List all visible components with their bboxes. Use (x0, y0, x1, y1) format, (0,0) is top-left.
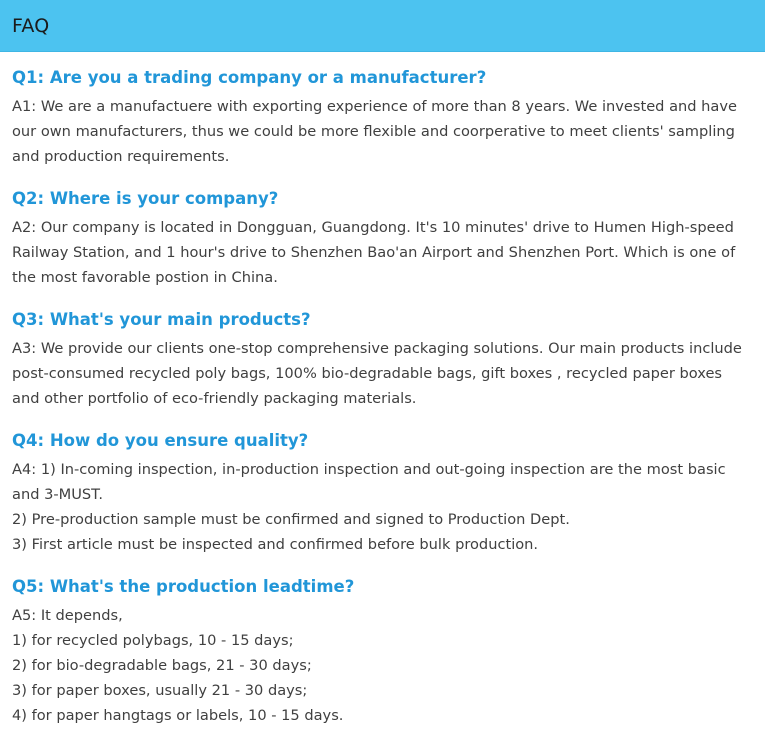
faq-item (12, 66, 749, 169)
faq-answer-line: 4) for paper hangtags or labels, 10 - 15 days. (12, 707, 344, 725)
faq-header-bar (0, 0, 765, 52)
faq-question: Q3: What's your main products? (12, 310, 311, 330)
faq-answer (12, 215, 749, 290)
faq-answer (12, 457, 749, 557)
faq-list (0, 52, 765, 728)
faq-answer-line: 3) for paper boxes, usually 21 - 30 days; (12, 682, 308, 700)
faq-question: Q1: Are you a trading company or a manufacturer? (12, 68, 487, 87)
faq-answer (12, 336, 749, 411)
faq-question: Q2: Where is your company? (12, 189, 279, 209)
faq-answer-line: 3) First article must be inspected and confirmed before bulk production. (12, 536, 539, 554)
page-title: FAQ (12, 14, 50, 37)
faq-answer-line: 2) Pre-production sample must be confirmed and signed to Production Dept. (12, 511, 570, 529)
faq-answer (12, 94, 749, 169)
faq-item (12, 429, 749, 557)
faq-answer-line: A2: Our company is located in Dongguan, Guangdong. It's 10 minutes' drive to Humen High-speed Railway Station, and 1 hour's drive to Shenzhen Bao'an Airport and Shenzhen Port. Which is one of the most favorable postion in China. (12, 218, 736, 286)
faq-item (12, 308, 749, 411)
faq-item (12, 187, 749, 290)
faq-question: Q5: What's the production leadtime? (12, 577, 355, 597)
faq-answer-line: A5: It depends, (12, 606, 123, 624)
faq-answer (12, 603, 749, 728)
faq-answer-line: 1) for recycled polybags, 10 - 15 days; (12, 632, 294, 650)
faq-answer-line: A1: We are a manufactuere with exporting experience of more than 8 years. We invested and have our own manufacturers, thus we could be more flexible and coorperative to meet clients' sampling and production requirements. (12, 97, 737, 165)
faq-answer-line: 2) for bio-degradable bags, 21 - 30 days; (12, 657, 312, 675)
faq-answer-line: A3: We provide our clients one-stop comprehensive packaging solutions. Our main products include post-consumed recycled poly bags, 100% bio-degradable bags, gift boxes , recycled paper boxes and other portfolio of eco-friendly packaging materials. (12, 339, 742, 407)
faq-item (12, 575, 749, 728)
faq-question: Q4: How do you ensure quality? (12, 431, 309, 451)
faq-answer-line: A4: 1) In-coming inspection, in-production inspection and out-going inspection are the most basic and 3-MUST. (12, 460, 726, 503)
